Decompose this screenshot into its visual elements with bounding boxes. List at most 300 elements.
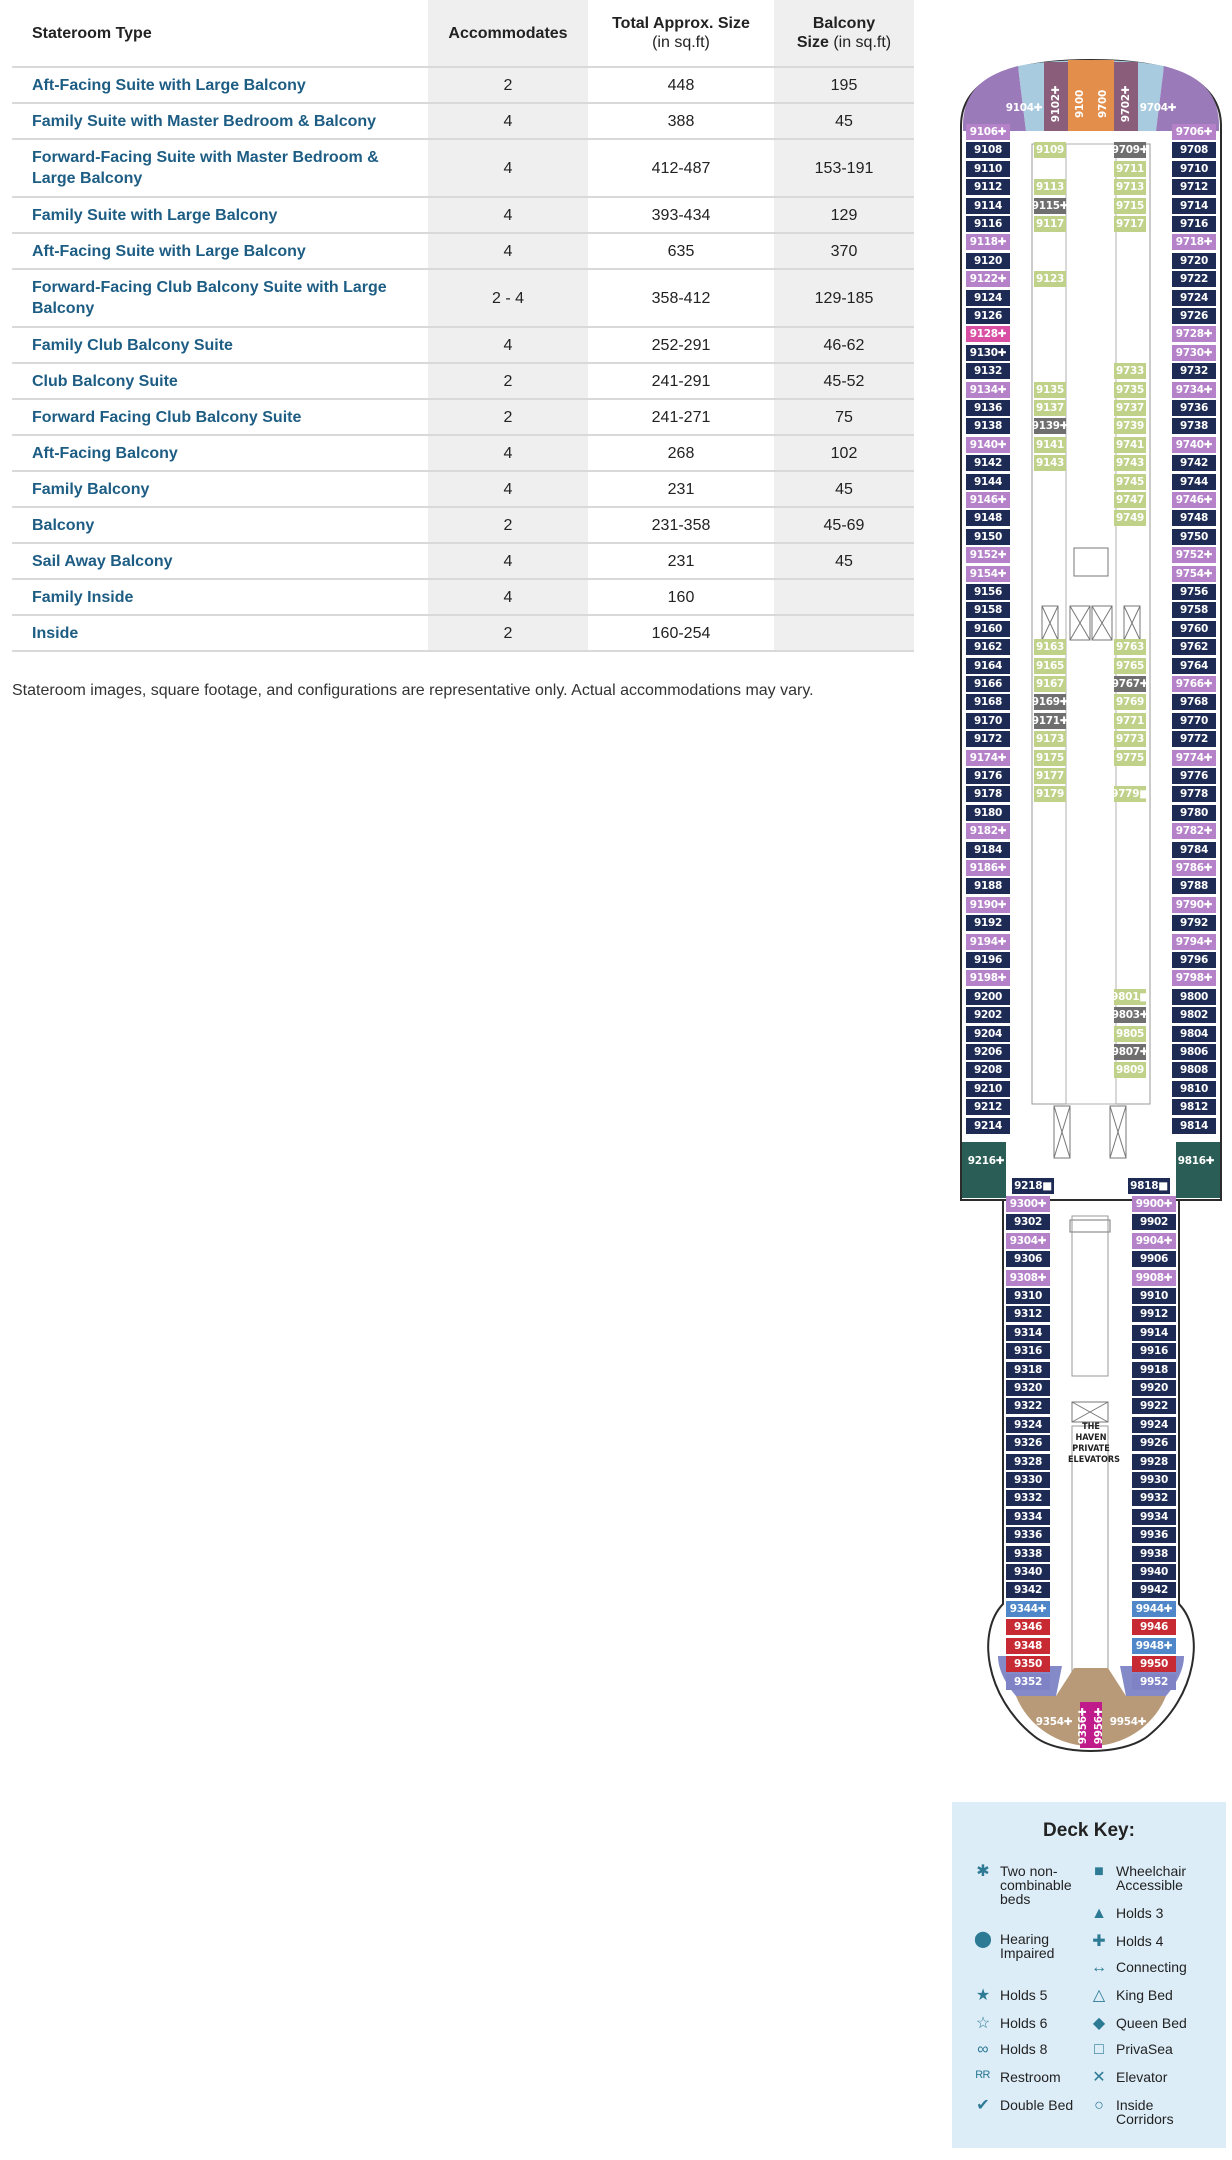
inside-corridors-icon: ○ <box>1094 2097 1104 2114</box>
cabin-9144[interactable]: 9144 <box>966 474 1010 490</box>
cabin-9712[interactable]: 9712 <box>1172 179 1216 195</box>
cabin-9952[interactable]: 9952 <box>1132 1674 1176 1690</box>
cabin-9167[interactable]: 9167 <box>1035 678 1065 690</box>
key-item-holds-6 <box>972 2016 1090 2031</box>
cabin-9334[interactable]: 9334 <box>1006 1509 1050 1525</box>
cabin-9726[interactable]: 9726 <box>1172 308 1216 324</box>
cabin-9316[interactable]: 9316 <box>1006 1343 1050 1359</box>
cabin-9143[interactable]: 9143 <box>1035 457 1065 470</box>
accommodates-cell: 4 <box>428 579 588 615</box>
table-row <box>12 615 914 651</box>
cabin-9156[interactable]: 9156 <box>966 584 1010 600</box>
cabin-9812[interactable]: 9812 <box>1172 1099 1216 1115</box>
key-item-connecting <box>1088 1960 1206 1975</box>
cabin-9322[interactable]: 9322 <box>1006 1398 1050 1414</box>
stateroom-type-link[interactable]: Aft-Facing Balcony <box>12 435 428 471</box>
cabin-9180[interactable]: 9180 <box>966 805 1010 821</box>
cabin-9356[interactable]: 9356✚ <box>1077 1707 1089 1745</box>
cabin-9816[interactable]: 9816✚ <box>1177 1155 1215 1167</box>
cabin-9312[interactable]: 9312 <box>1006 1306 1050 1322</box>
cabin-9310[interactable]: 9310 <box>1006 1288 1050 1304</box>
cabin-9737[interactable]: 9737 <box>1115 402 1145 414</box>
cabin-9805[interactable]: 9805 <box>1115 1027 1145 1040</box>
cabin-9740[interactable]: 9740✚ <box>1172 437 1216 453</box>
cabin-9168[interactable]: 9168 <box>966 694 1010 710</box>
cabin-9779[interactable]: 9779■ <box>1111 788 1149 801</box>
cabin-9936[interactable]: 9936 <box>1132 1527 1176 1543</box>
balcony-size-cell: 45 <box>774 543 914 579</box>
key-label: Queen Bed <box>1116 2015 1187 2031</box>
stateroom-type-link[interactable]: Aft-Facing Suite with Large Balcony <box>12 67 428 103</box>
cabin-9216[interactable]: 9216✚ <box>967 1155 1005 1167</box>
cabin-9954[interactable]: 9954✚ <box>1109 1716 1147 1728</box>
stateroom-type-link[interactable]: Club Balcony Suite <box>12 363 428 399</box>
table-row <box>12 579 914 615</box>
accommodates-cell: 4 <box>428 543 588 579</box>
cabin-9706[interactable]: 9706✚ <box>1172 124 1216 140</box>
cabin-9717[interactable]: 9717 <box>1115 218 1145 230</box>
header-stateroom-type: Stateroom Type <box>32 24 152 42</box>
cabin-9803[interactable]: 9803✚ <box>1111 1009 1149 1022</box>
cabin-9916[interactable]: 9916 <box>1132 1343 1176 1359</box>
cabin-9179[interactable]: 9179 <box>1035 788 1065 801</box>
cabin-9794[interactable]: 9794✚ <box>1172 934 1216 950</box>
cabin-9202[interactable]: 9202 <box>966 1007 1010 1023</box>
cabin-9741[interactable]: 9741 <box>1115 438 1145 451</box>
cabin-9110[interactable]: 9110 <box>966 161 1010 177</box>
cabin-9728[interactable]: 9728✚ <box>1172 326 1216 342</box>
cabin-9118[interactable]: 9118✚ <box>966 234 1010 250</box>
cabin-9713[interactable]: 9713 <box>1115 181 1145 194</box>
cabin-9774[interactable]: 9774✚ <box>1172 750 1216 766</box>
accommodates-cell: 4 <box>428 103 588 139</box>
cabin-9350[interactable]: 9350 <box>1006 1656 1050 1672</box>
cabin-9302[interactable]: 9302 <box>1006 1214 1050 1230</box>
cabin-9182[interactable]: 9182✚ <box>966 823 1010 839</box>
cabin-9912[interactable]: 9912 <box>1132 1306 1176 1322</box>
cabin-9798[interactable]: 9798✚ <box>1172 970 1216 986</box>
cabin-9208[interactable]: 9208 <box>966 1062 1010 1078</box>
cabin-9776[interactable]: 9776 <box>1172 768 1216 784</box>
cabin-9801[interactable]: 9801■ <box>1111 990 1149 1003</box>
cabin-9166[interactable]: 9166 <box>966 676 1010 692</box>
cabin-9215[interactable]: 9215 <box>1033 1109 1045 1139</box>
stateroom-type-link[interactable]: Sail Away Balcony <box>12 543 428 579</box>
table-row <box>12 435 914 471</box>
cabin-9106[interactable]: 9106✚ <box>966 124 1010 140</box>
cabin-9192[interactable]: 9192 <box>966 915 1010 931</box>
accommodates-cell: 2 <box>428 363 588 399</box>
cabin-9809[interactable]: 9809 <box>1115 1064 1145 1077</box>
cabin-9932[interactable]: 9932 <box>1132 1490 1176 1506</box>
cabin-9152[interactable]: 9152✚ <box>966 547 1010 563</box>
stateroom-type-link[interactable]: Family Club Balcony Suite <box>12 327 428 363</box>
wheelchair-icon: ■ <box>1094 1863 1104 1880</box>
cabin-9810[interactable]: 9810 <box>1172 1081 1216 1097</box>
cabin-9314[interactable]: 9314 <box>1006 1325 1050 1341</box>
table-row <box>12 507 914 543</box>
cabin-9772[interactable]: 9772 <box>1172 731 1216 747</box>
cabin-9764[interactable]: 9764 <box>1172 658 1216 674</box>
cabin-9100[interactable]: 9100 <box>1074 89 1086 119</box>
cabin-9758[interactable]: 9758 <box>1172 602 1216 618</box>
cabin-9769[interactable]: 9769 <box>1115 696 1145 709</box>
table-row <box>12 543 914 579</box>
cabin-9747[interactable]: 9747 <box>1115 494 1145 506</box>
cabin-9206[interactable]: 9206 <box>966 1044 1010 1060</box>
key-label: Two non-combinable beds <box>1000 1863 1072 1907</box>
cabin-9318[interactable]: 9318 <box>1006 1362 1050 1378</box>
cabin-9214[interactable]: 9214 <box>966 1118 1010 1134</box>
cabin-9788[interactable]: 9788 <box>1172 878 1216 894</box>
cabin-9814[interactable]: 9814 <box>1172 1118 1216 1134</box>
key-label: Inside Corridors <box>1116 2097 1174 2127</box>
cabin-9112[interactable]: 9112 <box>966 179 1010 195</box>
cabin-9739[interactable]: 9739 <box>1115 420 1145 433</box>
stateroom-type-link[interactable]: Forward-Facing Suite with Master Bedroom & Large Balcony <box>12 139 428 197</box>
key-item-hearing-impaired <box>972 1932 1090 1960</box>
cabin-9950[interactable]: 9950 <box>1132 1656 1176 1672</box>
key-item-privasea <box>1088 2042 1206 2057</box>
cabin-9928[interactable]: 9928 <box>1132 1454 1176 1470</box>
two-beds-icon: ✱ <box>976 1863 990 1880</box>
cabin-9135[interactable]: 9135 <box>1035 383 1065 396</box>
cabin-9718[interactable]: 9718✚ <box>1172 234 1216 250</box>
cabin-9172[interactable]: 9172 <box>966 731 1010 747</box>
cabin-9767[interactable]: 9767✚ <box>1111 678 1149 690</box>
cabin-9908[interactable]: 9908✚ <box>1132 1270 1176 1286</box>
cabin-9720[interactable]: 9720 <box>1172 253 1216 269</box>
cabin-9128[interactable]: 9128✚ <box>966 326 1010 342</box>
cabin-9137[interactable]: 9137 <box>1035 402 1065 414</box>
cabin-9164[interactable]: 9164 <box>966 658 1010 674</box>
cabin-9174[interactable]: 9174✚ <box>966 750 1010 766</box>
cabin-9804[interactable]: 9804 <box>1172 1026 1216 1042</box>
balcony-size-cell <box>774 615 914 651</box>
cabin-9346[interactable]: 9346 <box>1006 1619 1050 1635</box>
cabin-9704[interactable]: 9704✚ <box>1139 102 1177 114</box>
cabin-9796[interactable]: 9796 <box>1172 952 1216 968</box>
cabin-9773[interactable]: 9773 <box>1115 733 1145 746</box>
key-label: Holds 4 <box>1116 1933 1164 1949</box>
cabin-9139[interactable]: 9139✚ <box>1031 420 1069 433</box>
cabin-9930[interactable]: 9930 <box>1132 1472 1176 1488</box>
cabin-9724[interactable]: 9724 <box>1172 290 1216 306</box>
cabin-9918[interactable]: 9918 <box>1132 1362 1176 1378</box>
cabin-9146[interactable]: 9146✚ <box>966 492 1010 508</box>
cabin-9176[interactable]: 9176 <box>966 768 1010 784</box>
key-item-elevator <box>1088 2070 1206 2085</box>
cabin-9900[interactable]: 9900✚ <box>1132 1196 1176 1212</box>
cabin-9186[interactable]: 9186✚ <box>966 860 1010 876</box>
cabin-9948[interactable]: 9948✚ <box>1132 1638 1176 1654</box>
total-size-cell: 241-291 <box>588 363 774 399</box>
stateroom-type-link[interactable]: Family Suite with Large Balcony <box>12 197 428 233</box>
cabin-9745[interactable]: 9745 <box>1115 475 1145 488</box>
cabin-9730[interactable]: 9730✚ <box>1172 345 1216 361</box>
cabin-9141[interactable]: 9141 <box>1035 438 1065 451</box>
cabin-9190[interactable]: 9190✚ <box>966 897 1010 913</box>
cabin-9902[interactable]: 9902 <box>1132 1214 1176 1230</box>
cabin-9116[interactable]: 9116 <box>966 216 1010 232</box>
cabin-9942[interactable]: 9942 <box>1132 1582 1176 1598</box>
cabin-9212[interactable]: 9212 <box>966 1099 1010 1115</box>
elevator-icon: ✕ <box>1092 2069 1106 2086</box>
privasea-icon: □ <box>1094 2041 1104 2058</box>
connecting-icon: ↔ <box>1091 1959 1107 1976</box>
cabin-9800[interactable]: 9800 <box>1172 989 1216 1005</box>
cabin-9163[interactable]: 9163 <box>1035 641 1065 654</box>
stateroom-type-link[interactable]: Family Inside <box>12 579 428 615</box>
cabin-9169[interactable]: 9169✚ <box>1031 696 1069 709</box>
cabin-9926[interactable]: 9926 <box>1132 1435 1176 1451</box>
header-total-size: Total Approx. Size (in sq.ft) <box>612 15 750 51</box>
cabin-9771[interactable]: 9771 <box>1115 714 1145 727</box>
total-size-cell: 358-412 <box>588 269 774 327</box>
cabin-9336[interactable]: 9336 <box>1006 1527 1050 1543</box>
cabin-9744[interactable]: 9744 <box>1172 474 1216 490</box>
cabin-9306[interactable]: 9306 <box>1006 1251 1050 1267</box>
cabin-9722[interactable]: 9722 <box>1172 271 1216 287</box>
accommodates-cell: 4 <box>428 139 588 197</box>
cabin-9904[interactable]: 9904✚ <box>1132 1233 1176 1249</box>
cabin-9109[interactable]: 9109 <box>1035 144 1065 157</box>
cabin-9173[interactable]: 9173 <box>1035 733 1065 746</box>
cabin-9171[interactable]: 9171✚ <box>1031 714 1069 727</box>
cabin-9332[interactable]: 9332 <box>1006 1490 1050 1506</box>
cabin-9196[interactable]: 9196 <box>966 952 1010 968</box>
cabin-9734[interactable]: 9734✚ <box>1172 382 1216 398</box>
key-label: Holds 8 <box>1000 2041 1048 2057</box>
key-item-holds-8 <box>972 2042 1090 2057</box>
cabin-9807[interactable]: 9807✚ <box>1111 1046 1149 1058</box>
cabin-9354[interactable]: 9354✚ <box>1035 1716 1073 1728</box>
cabin-9104[interactable]: 9104✚ <box>1005 102 1043 114</box>
cabin-9352[interactable]: 9352 <box>1006 1674 1050 1690</box>
cabin-9218[interactable]: 9218■ <box>1012 1178 1054 1194</box>
cabin-9124[interactable]: 9124 <box>966 290 1010 306</box>
cabin-9750[interactable]: 9750 <box>1172 529 1216 545</box>
cabin-9113[interactable]: 9113 <box>1035 181 1065 194</box>
cabin-9716[interactable]: 9716 <box>1172 216 1216 232</box>
cabin-9709[interactable]: 9709✚ <box>1111 144 1149 157</box>
balcony-size-cell: 195 <box>774 67 914 103</box>
cabin-9324[interactable]: 9324 <box>1006 1417 1050 1433</box>
cabin-9938[interactable]: 9938 <box>1132 1546 1176 1562</box>
stateroom-type-link[interactable]: Aft-Facing Suite with Large Balcony <box>12 233 428 269</box>
cabin-9924[interactable]: 9924 <box>1132 1417 1176 1433</box>
cabin-9736[interactable]: 9736 <box>1172 400 1216 416</box>
cabin-9175[interactable]: 9175 <box>1035 751 1065 764</box>
cabin-9808[interactable]: 9808 <box>1172 1062 1216 1078</box>
cabin-9148[interactable]: 9148 <box>966 510 1010 526</box>
cabin-9132[interactable]: 9132 <box>966 363 1010 379</box>
cabin-9114[interactable]: 9114 <box>966 198 1010 214</box>
king-bed-icon: △ <box>1092 1987 1106 2004</box>
cabin-9733[interactable]: 9733 <box>1115 365 1145 378</box>
cabin-9815[interactable]: 9815 <box>1135 1109 1147 1139</box>
holds-6-icon: ☆ <box>975 2015 991 2032</box>
accommodates-cell: 2 <box>428 615 588 651</box>
cabin-9906[interactable]: 9906 <box>1132 1251 1176 1267</box>
stateroom-type-link[interactable]: Balcony <box>12 507 428 543</box>
cabin-9944[interactable]: 9944✚ <box>1132 1601 1176 1617</box>
cabin-9738[interactable]: 9738 <box>1172 418 1216 434</box>
total-size-cell: 160 <box>588 579 774 615</box>
cabin-9140[interactable]: 9140✚ <box>966 437 1010 453</box>
cabin-9922[interactable]: 9922 <box>1132 1398 1176 1414</box>
cabin-9210[interactable]: 9210 <box>966 1081 1010 1097</box>
cabin-9752[interactable]: 9752✚ <box>1172 547 1216 563</box>
cabin-9910[interactable]: 9910 <box>1132 1288 1176 1304</box>
stateroom-type-link[interactable]: Forward Facing Club Balcony Suite <box>12 399 428 435</box>
cabin-9700[interactable]: 9700 <box>1097 89 1109 119</box>
cabin-9170[interactable]: 9170 <box>966 713 1010 729</box>
cabin-9150[interactable]: 9150 <box>966 529 1010 545</box>
cabin-9742[interactable]: 9742 <box>1172 455 1216 471</box>
cabin-9940[interactable]: 9940 <box>1132 1564 1176 1580</box>
stateroom-type-link[interactable]: Inside <box>12 615 428 651</box>
cabin-9778[interactable]: 9778 <box>1172 786 1216 802</box>
cabin-9120[interactable]: 9120 <box>966 253 1010 269</box>
holds-5-icon: ★ <box>975 1987 991 2004</box>
cabin-9746[interactable]: 9746✚ <box>1172 492 1216 508</box>
cabin-9708[interactable]: 9708 <box>1172 142 1216 158</box>
total-size-cell: 241-271 <box>588 399 774 435</box>
table-row <box>12 327 914 363</box>
holds-4-icon: ✚ <box>1092 1933 1106 1950</box>
cabin-9802[interactable]: 9802 <box>1172 1007 1216 1023</box>
cabin-9714[interactable]: 9714 <box>1172 198 1216 214</box>
cabin-9304[interactable]: 9304✚ <box>1006 1233 1050 1249</box>
cabin-9328[interactable]: 9328 <box>1006 1454 1050 1470</box>
cabin-9165[interactable]: 9165 <box>1035 659 1065 672</box>
cabin-9184[interactable]: 9184 <box>966 842 1010 858</box>
cabin-9160[interactable]: 9160 <box>966 621 1010 637</box>
cabin-9946[interactable]: 9946 <box>1132 1619 1176 1635</box>
total-size-cell: 252-291 <box>588 327 774 363</box>
accommodates-cell: 4 <box>428 435 588 471</box>
cabin-9732[interactable]: 9732 <box>1172 363 1216 379</box>
cabin-9786[interactable]: 9786✚ <box>1172 860 1216 876</box>
cabin-9130[interactable]: 9130✚ <box>966 345 1010 361</box>
cabin-9760[interactable]: 9760 <box>1172 621 1216 637</box>
cabin-9158[interactable]: 9158 <box>966 602 1010 618</box>
total-size-cell: 268 <box>588 435 774 471</box>
cabin-9749[interactable]: 9749 <box>1115 512 1145 525</box>
cabin-9818[interactable]: 9818■ <box>1128 1178 1170 1194</box>
cabin-9308[interactable]: 9308✚ <box>1006 1270 1050 1286</box>
cabin-9198[interactable]: 9198✚ <box>966 970 1010 986</box>
cabin-9920[interactable]: 9920 <box>1132 1380 1176 1396</box>
cabin-9806[interactable]: 9806 <box>1172 1044 1216 1060</box>
cabin-9123[interactable]: 9123 <box>1035 273 1065 286</box>
cabin-9330[interactable]: 9330 <box>1006 1472 1050 1488</box>
cabin-9102[interactable]: 9102✚ <box>1050 85 1062 123</box>
cabin-9126[interactable]: 9126 <box>966 308 1010 324</box>
accommodates-cell: 2 <box>428 507 588 543</box>
cabin-9138[interactable]: 9138 <box>966 418 1010 434</box>
cabin-9348[interactable]: 9348 <box>1006 1638 1050 1654</box>
cabin-9775[interactable]: 9775 <box>1115 751 1145 764</box>
header-accommodates: Accommodates <box>428 0 588 67</box>
cabin-9748[interactable]: 9748 <box>1172 510 1216 526</box>
cabin-9320[interactable]: 9320 <box>1006 1380 1050 1396</box>
cabin-9154[interactable]: 9154✚ <box>966 566 1010 582</box>
cabin-9756[interactable]: 9756 <box>1172 584 1216 600</box>
cabin-9136[interactable]: 9136 <box>966 400 1010 416</box>
balcony-size-cell: 129-185 <box>774 269 914 327</box>
total-size-cell: 393-434 <box>588 197 774 233</box>
cabin-9194[interactable]: 9194✚ <box>966 934 1010 950</box>
cabin-9122[interactable]: 9122✚ <box>966 271 1010 287</box>
deck-plan <box>958 56 1224 1776</box>
cabin-9914[interactable]: 9914 <box>1132 1325 1176 1341</box>
cabin-9780[interactable]: 9780 <box>1172 805 1216 821</box>
cabin-9134[interactable]: 9134✚ <box>966 382 1010 398</box>
deck-key <box>952 1802 1226 2148</box>
stateroom-type-link[interactable]: Family Suite with Master Bedroom & Balcony <box>12 103 428 139</box>
cabin-9200[interactable]: 9200 <box>966 989 1010 1005</box>
cabin-9934[interactable]: 9934 <box>1132 1509 1176 1525</box>
key-item-holds-4 <box>1088 1934 1206 1949</box>
cabin-9743[interactable]: 9743 <box>1115 457 1145 470</box>
cabin-9754[interactable]: 9754✚ <box>1172 566 1216 582</box>
cabin-9177[interactable]: 9177 <box>1035 770 1065 782</box>
cabin-9770[interactable]: 9770 <box>1172 713 1216 729</box>
cabin-9763[interactable]: 9763 <box>1115 641 1145 654</box>
key-item-queen-bed <box>1088 2016 1206 2031</box>
cabin-9326[interactable]: 9326 <box>1006 1435 1050 1451</box>
cabin-9715[interactable]: 9715 <box>1115 199 1145 212</box>
cabin-9762[interactable]: 9762 <box>1172 639 1216 655</box>
queen-bed-icon: ◆ <box>1092 2015 1106 2032</box>
cabin-9338[interactable]: 9338 <box>1006 1546 1050 1562</box>
cabin-9342[interactable]: 9342 <box>1006 1582 1050 1598</box>
cabin-9711[interactable]: 9711 <box>1115 162 1145 175</box>
cabin-9735[interactable]: 9735 <box>1115 383 1145 396</box>
cabin-9784[interactable]: 9784 <box>1172 842 1216 858</box>
cabin-9188[interactable]: 9188 <box>966 878 1010 894</box>
accommodates-cell: 4 <box>428 197 588 233</box>
cabin-9782[interactable]: 9782✚ <box>1172 823 1216 839</box>
stateroom-type-link[interactable]: Family Balcony <box>12 471 428 507</box>
table-row <box>12 197 914 233</box>
cabin-9117[interactable]: 9117 <box>1035 218 1065 230</box>
stateroom-type-link[interactable]: Forward-Facing Club Balcony Suite with Large Balcony <box>12 269 428 327</box>
cabin-9344[interactable]: 9344✚ <box>1006 1601 1050 1617</box>
cabin-9300[interactable]: 9300✚ <box>1006 1196 1050 1212</box>
cabin-9956[interactable]: 9956✚ <box>1093 1707 1105 1745</box>
cabin-9768[interactable]: 9768 <box>1172 694 1216 710</box>
cabin-9108[interactable]: 9108 <box>966 142 1010 158</box>
cabin-9178[interactable]: 9178 <box>966 786 1010 802</box>
cabin-9792[interactable]: 9792 <box>1172 915 1216 931</box>
cabin-9340[interactable]: 9340 <box>1006 1564 1050 1580</box>
cabin-9115[interactable]: 9115✚ <box>1031 199 1069 212</box>
cabin-9204[interactable]: 9204 <box>966 1026 1010 1042</box>
cabin-9702[interactable]: 9702✚ <box>1120 85 1132 123</box>
cabin-9790[interactable]: 9790✚ <box>1172 897 1216 913</box>
table-row <box>12 103 914 139</box>
cabin-9710[interactable]: 9710 <box>1172 161 1216 177</box>
cabin-9765[interactable]: 9765 <box>1115 659 1145 672</box>
cabin-9162[interactable]: 9162 <box>966 639 1010 655</box>
total-size-cell: 412-487 <box>588 139 774 197</box>
cabin-9766[interactable]: 9766✚ <box>1172 676 1216 692</box>
cabin-9142[interactable]: 9142 <box>966 455 1010 471</box>
restroom-icon: ᴿᴿ <box>975 2069 991 2086</box>
